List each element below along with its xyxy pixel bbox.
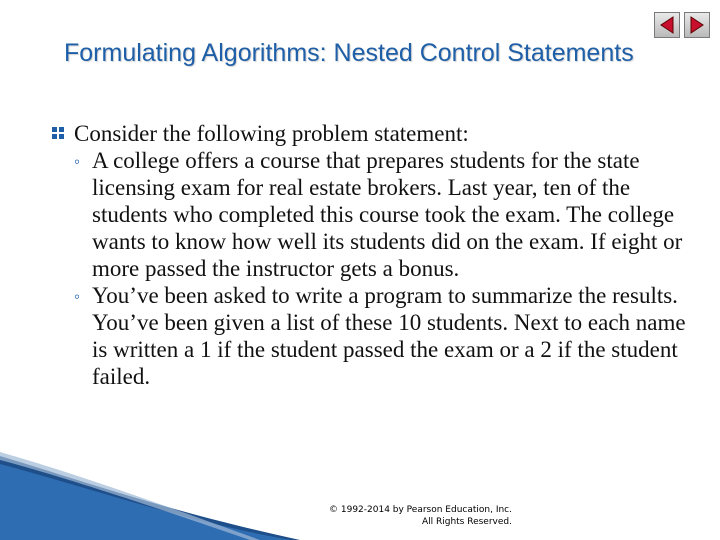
slide-title: Formulating Algorithms: Nested Control Statements: [64, 39, 634, 67]
sub-bullet-item: [74, 147, 692, 282]
rights-line: All Rights Reserved.: [421, 517, 512, 527]
decorative-swoosh: [0, 450, 300, 540]
slide-body: [52, 120, 692, 390]
sub-bullet-text: You’ve been asked to write a program to summarize the results. You’ve been given a list of these 10 students. Next to each name is written a 1 if the student passed the exam or a 2 if the student failed.: [92, 283, 686, 389]
circle-bullet-icon: ◦: [74, 152, 81, 171]
triangle-left-icon: [659, 16, 675, 34]
square-bullet-icon: [52, 127, 64, 139]
copyright-footer: [329, 504, 512, 528]
sub-bullet-text: A college offers a course that prepares students for the state licensing exam for real estate brokers. Last year, ten of the students who completed this course took the exam. The college wants to know how well its students did on the exam. If eight or more passed the instructor gets a bonus.: [92, 148, 683, 281]
next-slide-button[interactable]: [684, 12, 710, 38]
triangle-right-icon: [689, 16, 705, 34]
previous-slide-button[interactable]: [654, 12, 680, 38]
circle-bullet-icon: ◦: [74, 287, 81, 306]
copyright-line: © 1992-2014 by Pearson Education, Inc.: [329, 505, 512, 515]
sub-bullet-item: [74, 282, 692, 390]
bullet-item: [52, 120, 692, 147]
slide-navigation: [654, 12, 710, 38]
bullet-text: Consider the following problem statement:: [74, 121, 469, 146]
